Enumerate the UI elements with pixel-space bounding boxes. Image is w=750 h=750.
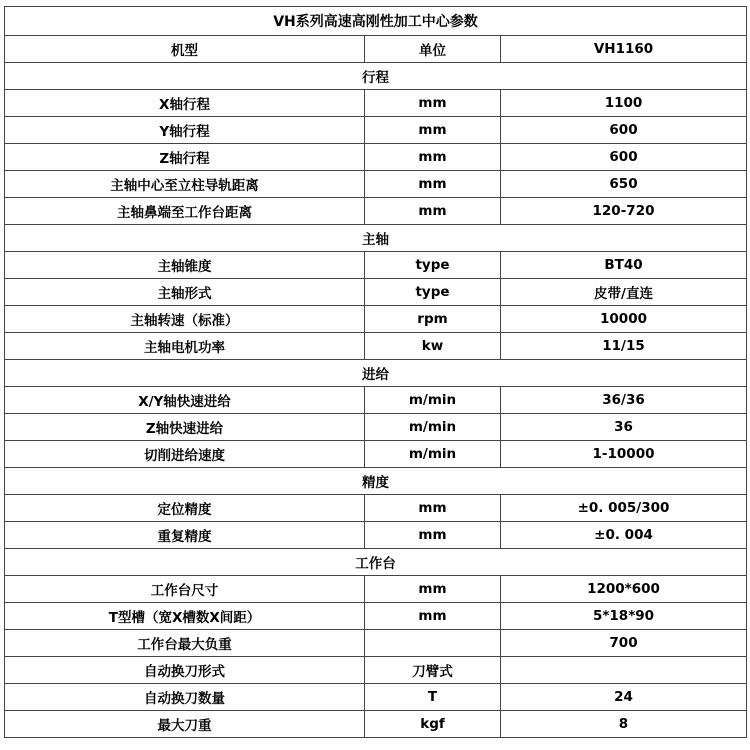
header-model: 机型: [5, 36, 365, 63]
param-unit: mm: [365, 495, 501, 522]
param-unit: type: [365, 279, 501, 306]
param-unit: mm: [365, 117, 501, 144]
param-label: X/Y轴快速进给: [5, 387, 365, 414]
param-label: 主轴电机功率: [5, 333, 365, 360]
table-row: [5, 306, 747, 333]
param-value: 1200*600: [501, 576, 747, 603]
param-value: 120-720: [501, 198, 747, 225]
param-value: 36: [501, 414, 747, 441]
section-row: [5, 225, 747, 252]
param-value: BT40: [501, 252, 747, 279]
param-unit: rpm: [365, 306, 501, 333]
param-value: 36/36: [501, 387, 747, 414]
param-unit: mm: [365, 171, 501, 198]
param-label: Y轴行程: [5, 117, 365, 144]
param-label: X轴行程: [5, 90, 365, 117]
param-value: 600: [501, 144, 747, 171]
param-label: 主轴鼻端至工作台距离: [5, 198, 365, 225]
table-row: [5, 495, 747, 522]
param-unit: m/min: [365, 441, 501, 468]
table-row: [5, 90, 747, 117]
section-heading: 主轴: [5, 225, 747, 252]
param-value: 1100: [501, 90, 747, 117]
header-row: [5, 36, 747, 63]
param-value: 8: [501, 711, 747, 738]
param-label: 自动换刀形式: [5, 657, 365, 684]
param-unit: mm: [365, 198, 501, 225]
section-row: [5, 468, 747, 495]
spec-table: [4, 6, 747, 738]
table-row: [5, 603, 747, 630]
param-unit: type: [365, 252, 501, 279]
param-unit: mm: [365, 90, 501, 117]
table-row: [5, 279, 747, 306]
param-unit: mm: [365, 576, 501, 603]
param-value: 11/15: [501, 333, 747, 360]
param-value: ±0. 004: [501, 522, 747, 549]
param-value: [501, 657, 747, 684]
table-row: [5, 414, 747, 441]
section-heading: 精度: [5, 468, 747, 495]
param-value: 650: [501, 171, 747, 198]
param-label: 自动换刀数量: [5, 684, 365, 711]
spec-sheet: [4, 6, 746, 738]
param-unit: 刀臂式: [365, 657, 501, 684]
param-unit: mm: [365, 603, 501, 630]
param-unit: m/min: [365, 387, 501, 414]
param-value: ±0. 005/300: [501, 495, 747, 522]
param-unit: T: [365, 684, 501, 711]
param-label: 工作台最大负重: [5, 630, 365, 657]
param-label: 重复精度: [5, 522, 365, 549]
param-label: 定位精度: [5, 495, 365, 522]
section-row: [5, 360, 747, 387]
table-row: [5, 657, 747, 684]
param-unit: kgf: [365, 711, 501, 738]
param-unit: m/min: [365, 414, 501, 441]
param-value: 24: [501, 684, 747, 711]
param-label: 主轴转速（标准）: [5, 306, 365, 333]
param-label: Z轴快速进给: [5, 414, 365, 441]
param-label: T型槽（宽X槽数X间距）: [5, 603, 365, 630]
table-row: [5, 522, 747, 549]
table-row: [5, 333, 747, 360]
param-label: 切削进给速度: [5, 441, 365, 468]
table-row: [5, 117, 747, 144]
header-value: VH1160: [501, 36, 747, 63]
table-row: [5, 144, 747, 171]
table-row: [5, 171, 747, 198]
param-label: 主轴锥度: [5, 252, 365, 279]
table-row: [5, 198, 747, 225]
table-row: [5, 441, 747, 468]
table-row: [5, 387, 747, 414]
table-row: [5, 630, 747, 657]
section-heading: 进给: [5, 360, 747, 387]
param-value: 10000: [501, 306, 747, 333]
section-heading: 工作台: [5, 549, 747, 576]
param-label: Z轴行程: [5, 144, 365, 171]
section-heading: 行程: [5, 63, 747, 90]
table-row: [5, 576, 747, 603]
table-row: [5, 252, 747, 279]
section-row: [5, 63, 747, 90]
param-unit: kw: [365, 333, 501, 360]
section-row: [5, 549, 747, 576]
param-unit: [365, 630, 501, 657]
param-unit: mm: [365, 144, 501, 171]
param-label: 主轴中心至立柱导轨距离: [5, 171, 365, 198]
title-row: [5, 7, 747, 36]
param-label: 最大刀重: [5, 711, 365, 738]
param-label: 主轴形式: [5, 279, 365, 306]
header-unit: 单位: [365, 36, 501, 63]
param-value: 700: [501, 630, 747, 657]
param-value: 600: [501, 117, 747, 144]
param-unit: mm: [365, 522, 501, 549]
table-row: [5, 711, 747, 738]
param-label: 工作台尺寸: [5, 576, 365, 603]
param-value: 1-10000: [501, 441, 747, 468]
param-value: 5*18*90: [501, 603, 747, 630]
table-row: [5, 684, 747, 711]
param-value: 皮带/直连: [501, 279, 747, 306]
table-title: VH系列高速高刚性加工中心参数: [5, 7, 747, 36]
